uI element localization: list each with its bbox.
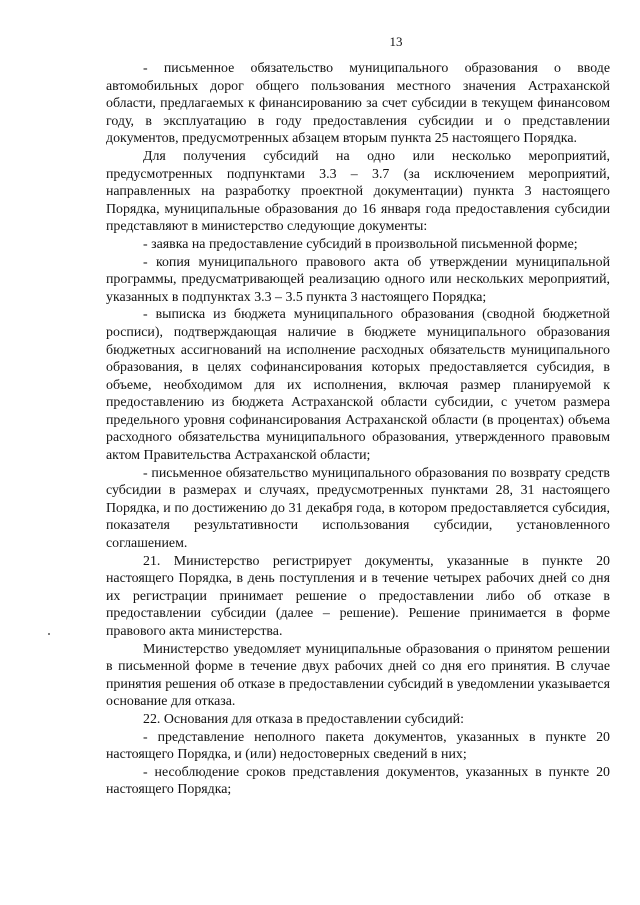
paragraph: - представление неполного пакета документов, указанных в пункте 20 настоящего Порядка, и (или) недостоверных сведений в них; [106,729,610,763]
paragraph: - копия муниципального правового акта об утверждении муниципальной программы, предусматривающей реализацию одного или нескольких мероприятий, указанных в подпунктах 3.3 – 3.5 пункта 3 настоящего Порядка; [106,254,610,305]
page-number: 13 [389,34,403,49]
paragraph: - письменное обязательство муниципального образования по возврату средств субсидии в размерах и случаях, предусмотренных пунктами 28, 31 настоящего Порядка, и по достижению до 31 декабря года, в котором предоставляется субсидия, показателя результативности использования субсидии, установленного соглашением. [106,465,610,552]
document-body [106,60,610,799]
paragraph: 22. Основания для отказа в предоставлении субсидий: [143,711,464,727]
paragraph: - несоблюдение сроков представления документов, указанных в пункте 20 настоящего Порядка; [106,764,610,798]
scan-speck [48,633,50,635]
paragraph: - письменное обязательство муниципального образования о вводе автомобильных дорог общего пользования местного значения Астраханской области, предлагаемых к финансированию за счет субсидии в текущем финансовом году, в эксплуатацию в году предоставления субсидии и о представлении документов, предусмотренных абзацем вторым пункта 25 настоящего Порядка. [106,61,610,147]
paragraph: Для получения субсидий на одно или несколько мероприятий, предусмотренных подпунктами 3.3 – 3.7 (за исключением мероприятий, направленных на разработку проектной документации) пункта 3 настоящего Порядка, муниципальные образования до 16 января года предоставления субсидии представляют в министерство следующие документы: [106,148,610,235]
paragraph: Министерство уведомляет муниципальные образования о принятом решении в письменной форме в течение двух рабочих дней со дня его принятия. В случае принятия решения об отказе в предоставлении субсидий в уведомлении указывается основание для отказа. [106,641,610,710]
paragraph: - выписка из бюджета муниципального образования (сводной бюджетной росписи), подтверждающая наличие в бюджете муниципального образования бюджетных ассигнований на исполнение расходных обязательств муниципального образования, в целях софинансирования которых предоставляется субсидия, в объеме, необходимом для их исполнения, включая размер планируемой к предоставлению из бюджета Астраханской области субсидии, с учетом размера предельного уровня софинансирования Астраханской области (в процентах) объема расходного обязательства муниципального образования, утвержденного правовым актом Правительства Астраханской области; [106,307,610,464]
paragraph: 21. Министерство регистрирует документы, указанные в пункте 20 настоящего Порядка, в день поступления и в течение четырех рабочих дней со дня их регистрации принимает решение о предоставлении либо об отказе в предоставлении субсидии (далее – решение). Решение принимается в форме правового акта министерства. [106,553,610,639]
paragraph: - заявка на предоставление субсидий в произвольной письменной форме; [143,236,578,252]
